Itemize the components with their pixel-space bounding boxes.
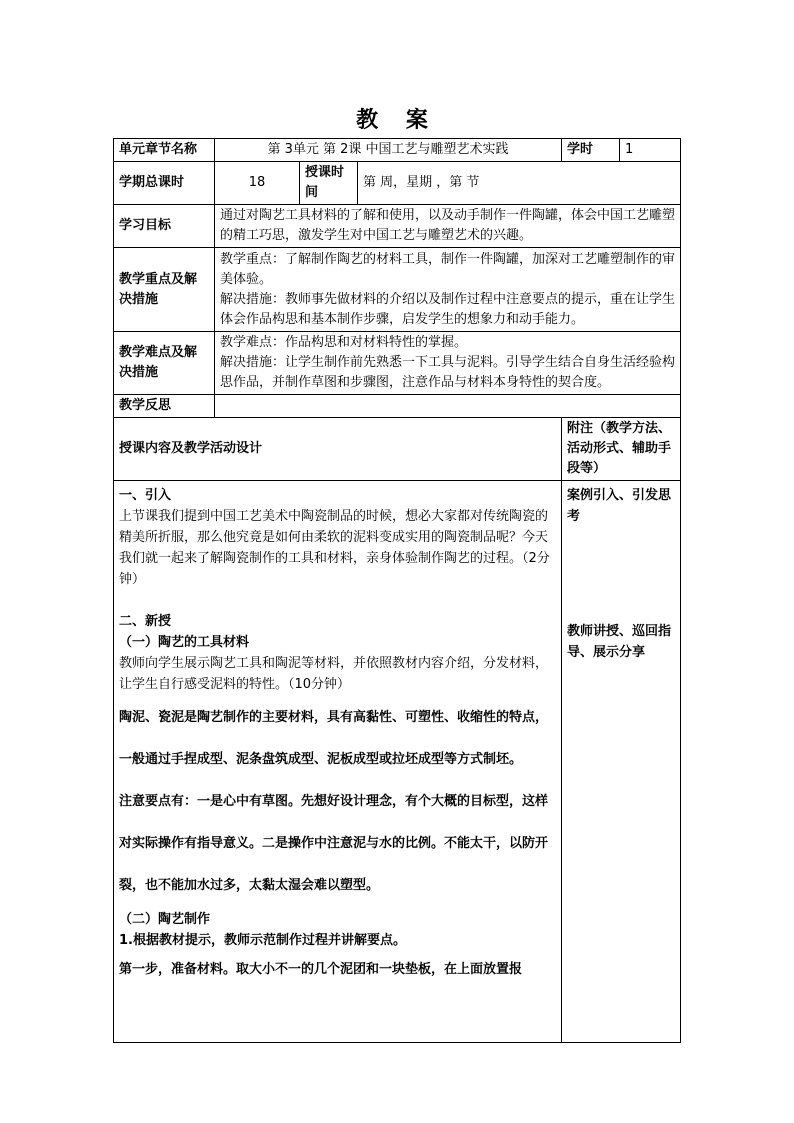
reflection-label: 教学反思 [114,395,215,418]
new-lesson-title: 二、新授 [119,614,172,629]
difficulties-label: 教学难点及解决措施 [114,332,215,395]
class-time-label: 授课时间 [300,162,358,205]
hours-value: 1 [620,139,681,162]
total-hours-value: 18 [215,162,300,205]
key-points-label: 教学重点及解决措施 [114,248,215,332]
intro-title: 一、引入 [119,488,172,503]
subsection1-text: 教师向学生展示陶艺工具和陶泥等材料，并依照教材内容介绍，分发材料，让学生自行感受泥料的特性。（10分钟） [119,656,549,692]
materials-paragraph: 陶泥、瓷泥是陶艺制作的主要材料，具有高黏性、可塑性、收缩性的特点，一般通过手捏成型、泥条盘筑成型、泥板成型或拉坯成型等方式制坯。 [119,710,549,767]
subsection1-title: （一）陶艺的工具材料 [119,635,250,650]
content-header: 授课内容及教学活动设计 [114,418,562,481]
reflection-value [215,395,681,418]
unit-label: 单元章节名称 [114,139,215,162]
key-points-cell [215,248,681,332]
note-new-lesson: 教师讲授、巡回指导、展示分享 [567,624,672,660]
difficulties-line2: 解决措施：让学生制作前先熟悉一下工具与泥料。引导学生结合自身生活经验构思作品，并制作草图和步骤图，注意作品与材料本身特性的契合度。 [220,355,676,390]
subsection2-text: 1.根据教材提示，教师示范制作过程并讲解要点。 [119,933,406,948]
document-title: 教 案 [356,108,438,133]
intro-text: 上节课我们提到中国工艺美术中陶瓷制品的时候，想必大家都对传统陶瓷的精美所折服，那么他究竟是如何由柔软的泥料变成实用的陶瓷制品呢？今天我们就一起来了解陶瓷制作的工具和材料，亲身体验制作陶艺的过程。（2分钟） [119,509,550,587]
goals-text: 通过对陶艺工具材料的了解和使用，以及动手制作一件陶罐，体会中国工艺雕塑的精工巧思，激发学生对中国工艺与雕塑艺术的兴趣。 [215,205,681,248]
hours-label: 学时 [562,139,620,162]
class-time-value: 第 周，星期 ，第 节 [358,162,681,205]
difficulties-line1: 教学难点：作品构思和对材料特性的掌握。 [220,335,468,350]
unit-value: 第 3单元 第 2课 中国工艺与雕塑艺术实践 [215,139,562,162]
subsection2-title: （二）陶艺制作 [119,912,211,927]
difficulties-cell [215,332,681,395]
key-points-line1: 教学重点：了解制作陶艺的材料工具，制作一件陶罐，加深对工艺雕塑制作的审美体验。 [220,251,676,287]
step1-paragraph: 第一步，准备材料。取大小不一的几个泥团和一块垫板，在上面放置报 [119,962,523,977]
lesson-content [114,481,562,1043]
total-hours-label: 学期总课时 [114,162,215,205]
lesson-plan-table [113,138,681,1043]
key-points-line2: 解决措施：教师事先做材料的介绍以及制作过程中注意要点的提示，重在让学生体会作品构思和基本制作步骤，启发学生的想象力和动手能力。 [220,291,676,327]
notes-header: 附注（教学方法、活动形式、辅助手段等） [562,418,681,481]
note-intro: 案例引入、引发思考 [567,488,672,524]
notice-paragraph: 注意要点有：一是心中有草图。先想好设计理念，有个大概的目标型，这样对实际操作有指导意义。二是操作中注意泥与水的比例。不能太干，以防开裂，也不能加水过多，太黏太湿会难以塑型。 [119,794,549,893]
goals-label: 学习目标 [114,205,215,248]
notes-column [562,481,681,1043]
